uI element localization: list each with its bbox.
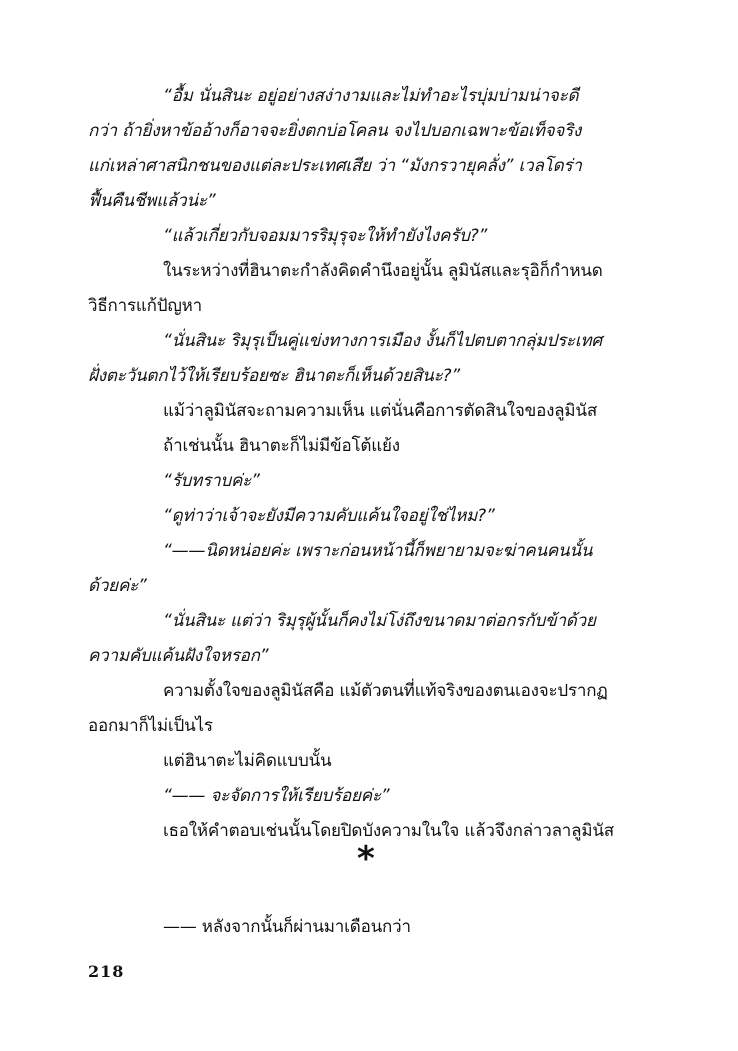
text-line-2: กว่า ถ้ายิ่งหาข้ออ้างก็อาจจะยิ่งตกบ่อโคลน จงไปบอกเฉพาะข้อเท็จจริง — [88, 121, 582, 141]
text-line-5: “แล้วเกี่ยวกับจอมมารริมุรุจะให้ทำยังไงครับ?” — [163, 226, 488, 246]
text-line-19: ออกมาก็ไม่เป็นไร — [88, 716, 213, 736]
text-line-14: “——นิดหน่อยค่ะ เพราะก่อนหน้านี้ก็พยายามจะฆ่าคนคนนั้น — [163, 541, 593, 561]
text-line-4: ฟื้นคืนชีพแล้วน่ะ” — [88, 191, 216, 211]
text-line-13: “ดูท่าว่าเจ้าจะยังมีความคับแค้นใจอยู่ใช่ไหม?” — [163, 506, 495, 526]
scene-break-asterisk: * — [357, 839, 375, 879]
text-line-1: “อื้ม นั่นสินะ อยู่อย่างสง่างามและไม่ทำอะไรบุ่มบ่ามน่าจะดี — [163, 86, 579, 106]
text-line-18: ความตั้งใจของลูมินัสคือ แม้ตัวตนที่แท้จริงของตนเองจะปรากฏ — [163, 681, 608, 701]
text-line-21: “—— จะจัดการให้เรียบร้อยค่ะ” — [163, 786, 390, 806]
closing-line: —— หลังจากนั้นก็ผ่านมาเดือนกว่า — [163, 917, 411, 937]
text-line-7: วิธีการแก้ปัญหา — [88, 296, 202, 316]
page-number: 218 — [88, 962, 125, 981]
text-line-9: ฝั่งตะวันตกไว้ให้เรียบร้อยซะ ฮินาตะก็เห็นด้วยสินะ?” — [88, 366, 460, 386]
text-line-11: ถ้าเช่นนั้น ฮินาตะก็ไม่มีข้อโต้แย้ง — [163, 436, 400, 456]
text-line-6: ในระหว่างที่ฮินาตะกำลังคิดคำนึงอยู่นั้น ลูมินัสและรุอิก็กำหนด — [163, 261, 603, 281]
text-line-17: ความคับแค้นฝังใจหรอก” — [88, 646, 269, 666]
text-line-20: แต่ฮินาตะไม่คิดแบบนั้น — [163, 751, 332, 771]
text-line-3: แก่เหล่าศาสนิกชนของแต่ละประเทศเสีย ว่า “มังกรวายุคลั่ง” เวลโดร่า — [88, 156, 582, 176]
text-line-12: “รับทราบค่ะ” — [163, 471, 260, 491]
text-line-16: “นั่นสินะ แต่ว่า ริมุรุผู้นั้นก็คงไม่โง่ถึงขนาดมาต่อกรกับข้าด้วย — [163, 611, 596, 631]
text-line-8: “นั่นสินะ ริมุรุเป็นคู่แข่งทางการเมือง งั้นก็ไปตบตากลุ่มประเทศ — [163, 331, 603, 351]
text-line-15: ด้วยค่ะ” — [88, 576, 147, 596]
text-line-22: เธอให้คำตอบเช่นนั้นโดยปิดบังความในใจ แล้วจึงกล่าวลาลูมินัส — [163, 821, 614, 841]
text-line-10: แม้ว่าลูมินัสจะถามความเห็น แต่นั่นคือการตัดสินใจของลูมินัส — [163, 401, 598, 421]
